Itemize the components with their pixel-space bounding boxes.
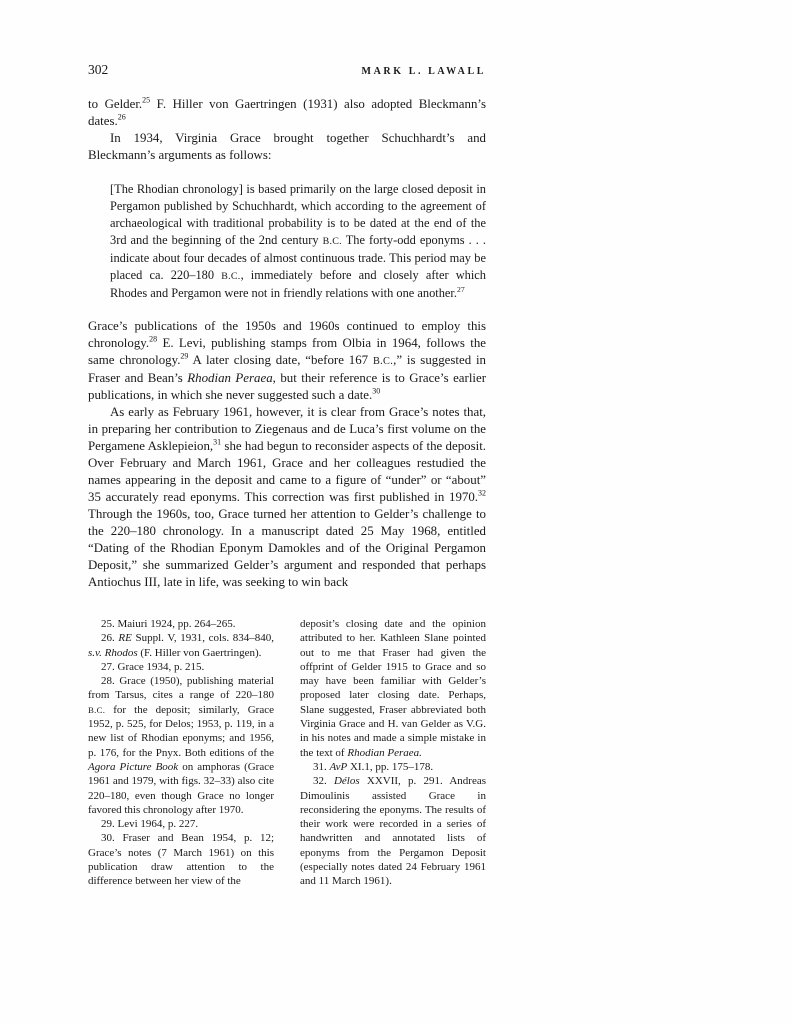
text-run: 27. Grace 1934, p. 215. xyxy=(101,660,205,673)
text-run: 32. xyxy=(313,775,334,788)
footnote-reference: 28 xyxy=(149,334,158,344)
footnotes xyxy=(88,617,486,889)
text-run: ,” is suggested in Fraser and Bean’s xyxy=(88,353,487,385)
footnotes-right-column xyxy=(300,617,486,889)
footnote-paragraph xyxy=(300,617,486,760)
footnote-paragraph xyxy=(88,617,274,631)
text-run: 26. xyxy=(101,632,119,645)
text-run: B.C. xyxy=(372,356,394,367)
footnote-reference: 27 xyxy=(456,284,465,294)
text-run: B.C. xyxy=(221,271,241,282)
body-text xyxy=(88,96,486,591)
text-run: Rhodian Peraea. xyxy=(347,746,422,759)
text-run: s.v. Rhodos xyxy=(88,646,138,659)
text-run: As early as February 1961, however, it is clear from Grace’s notes that, in preparing her contribution to Ziegenaus and de Luca’s first volume on the Pergamene Asklepieion, xyxy=(88,405,486,453)
paragraph xyxy=(88,130,486,164)
text-run: 25. Maiuri 1924, pp. 264–265. xyxy=(101,618,236,630)
text-run: 29. Levi 1964, p. 227. xyxy=(101,818,199,831)
text-run: 30. Fraser and Bean 1954, p. 12; Grace’s notes (7 March 1961) on this publication draw attention to the difference between her view of the xyxy=(88,832,274,888)
page-content xyxy=(88,62,486,889)
paragraph xyxy=(88,404,486,591)
paragraph xyxy=(88,96,486,130)
text-run: A later closing date, “before 167 xyxy=(188,353,373,367)
text-run: B.C. xyxy=(322,236,342,247)
text-run: RE xyxy=(118,632,132,645)
footnote-reference: 29 xyxy=(180,351,189,361)
footnote-paragraph xyxy=(88,817,274,831)
footnote-reference: 32 xyxy=(478,488,486,498)
text-run: Through the 1960s, too, Grace turned her attention to Gelder’s challenge to the 220–180 chronology. In a manuscript dated 25 May 1968, entitled “Dating of the Rhodian Eponym Damokles and of the Original Pergamon Deposit,” she summarized Gelder’s argument and responded that perhaps Antiochus III, late in life, was seeking to win back xyxy=(88,507,486,589)
text-run: on amphoras (Grace 1961 and 1979, with figs. 32–33) also cite 220–180, even though Grace no longer favored this chronology after 1970. xyxy=(88,760,274,816)
footnote-paragraph xyxy=(88,831,274,888)
text-run: but their reference is to Grace’s earlier publications, in which she never suggested such a date. xyxy=(88,371,486,402)
footnote-paragraph xyxy=(88,631,274,660)
text-run: Agora Picture Book xyxy=(88,760,179,773)
footnote-paragraph xyxy=(88,660,274,674)
text-run: Rhodian Peraea, xyxy=(187,371,276,385)
footnote-reference: 25 xyxy=(142,95,151,105)
footnote-reference: 31 xyxy=(213,437,222,447)
footnote-reference: 30 xyxy=(372,386,381,396)
footnotes-left-column xyxy=(88,617,274,889)
text-run: [The Rhodian chronology] is based primarily on the large closed deposit in Pergamon published by Schuchhardt, which according to the agreement of archaeological with traditional probability is to be dated at the end of the 3rd and the beginning of the 2nd century xyxy=(110,182,486,247)
text-run: In 1934, Virginia Grace brought together Schuchhardt’s and Bleckmann’s arguments as follows: xyxy=(88,131,486,162)
text-run: The forty-odd eponyms . . . indicate about four decades of almost continuous trade. This period may be placed ca. 220–180 xyxy=(110,233,486,282)
text-run: AvP xyxy=(329,760,348,773)
text-run: deposit’s closing date and the opinion attributed to her. Kathleen Slane pointed out to me that Fraser had given the offprint of Gelder 1915 to Grace and so may have been familiar with Gelder’s proposed later closing date. Perhaps, Slane suggested, Fraser abbreviated both Virginia Grace and H. van Gelder as V.G. in his notes and made a simple mistake in the text of xyxy=(300,618,486,759)
text-run: E. Levi, publishing stamps from Olbia in 1964, follows the same chronology. xyxy=(88,336,486,367)
paragraph xyxy=(88,318,486,404)
text-run: B.C. xyxy=(88,704,106,715)
text-run: to Gelder. xyxy=(88,97,143,111)
running-head-author: MARK L. LAWALL xyxy=(361,66,486,77)
text-run: Grace’s publications of the 1950s and 1960s continued to employ this chronology. xyxy=(88,319,486,350)
text-run: 28. Grace (1950), publishing material from Tarsus, cites a range of 220–180 xyxy=(88,675,274,702)
text-run: she had begun to reconsider aspects of the deposit. Over February and March 1961, Grace and her colleagues restudied the names appearing in the deposit and came to a figure of “under” or “about” 35 accurately read eponyms. This correction was first published in 1970. xyxy=(88,439,486,504)
text-run: Suppl. V, 1931, cols. 834–840, xyxy=(131,632,274,645)
text-run: 31. xyxy=(313,760,330,773)
text-run: Délos xyxy=(333,775,360,788)
text-run: (F. Hiller von Gaertringen). xyxy=(137,646,262,659)
footnote-reference: 26 xyxy=(117,112,126,122)
block-quote xyxy=(110,181,486,302)
text-run: XXVII, p. 291. Andreas Dimoulinis assisted Grace in reconsidering the eponyms. The results of their work were recorded in a series of handwritten and annotated lists of eponyms from the Pergamon Deposit (especially notes dated 24 February 1961 and 11 March 1961). xyxy=(300,775,487,888)
text-run: for the deposit; similarly, Grace 1952, p. 525, for Delos; 1953, p. 119, in a new list of Rhodian eponyms; and 1956, p. 176, for the Pnyx. Both editions of the xyxy=(88,703,274,759)
text-run: F. Hiller von Gaertringen (1931) also adopted Bleckmann’s dates. xyxy=(88,97,486,128)
footnote-paragraph xyxy=(88,674,274,817)
text-run: , immediately before and closely after which Rhodes and Pergamon were not in friendly relations with one another. xyxy=(110,268,486,300)
footnote-paragraph xyxy=(300,760,486,774)
page-number: 302 xyxy=(88,62,109,77)
footnote-paragraph xyxy=(300,774,486,888)
text-run: XI.1, pp. 175–178. xyxy=(347,760,434,773)
page-header xyxy=(88,62,486,78)
